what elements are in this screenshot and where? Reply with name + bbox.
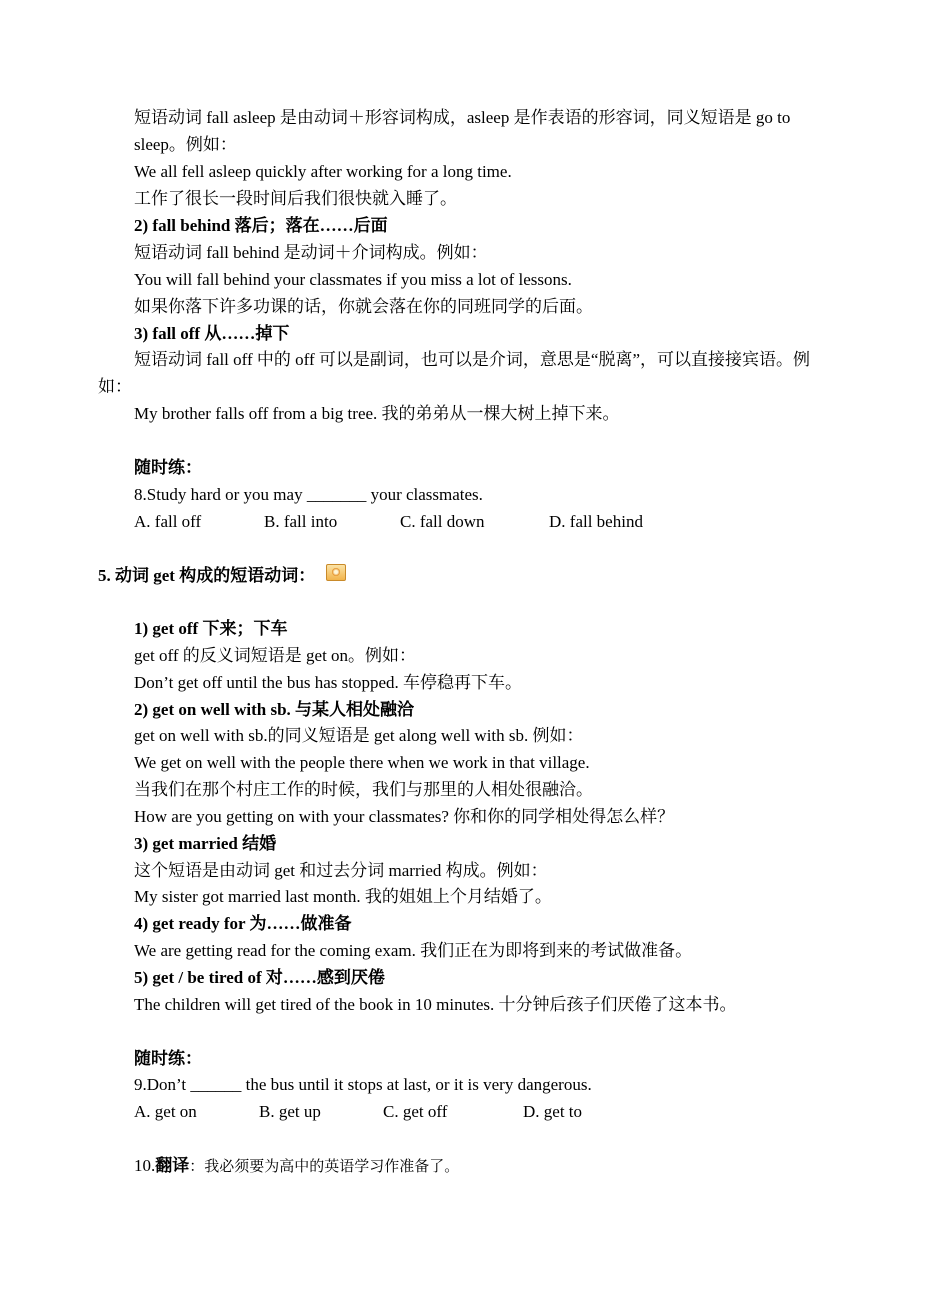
text-line: 如： (98, 377, 132, 396)
text-line: sleep。例如： (134, 135, 237, 154)
practice-heading: 随时练： (134, 1049, 202, 1068)
question-9: 9.Don’t ______ the bus until it stops at last, or it is very dangerous. (134, 1075, 592, 1094)
text-line: You will fall behind your classmates if you miss a lot of lessons. (134, 270, 572, 289)
text-line: 如果你落下许多功课的话，你就会落在你的同班同学的后面。 (134, 297, 593, 316)
text-line: How are you getting on with your classmates? 你和你的同学相处得怎么样？ (134, 807, 675, 826)
text-line: get on well with sb.的同义短语是 get along well with sb. 例如： (134, 726, 584, 745)
text-line: Don’t get off until the bus has stopped. 车停稳再下车。 (134, 673, 522, 692)
text-line: We are getting read for the coming exam. 我们正在为即将到来的考试做准备。 (134, 941, 693, 960)
text-line: The children will get tired of the book in 10 minutes. 十分钟后孩子们厌倦了这本书。 (134, 995, 737, 1014)
q9-option-a: A. get on (134, 1102, 197, 1121)
subheading: 4) get ready for 为……做准备 (134, 914, 352, 933)
text-line: 工作了很长一段时间后我们很快就入睡了。 (134, 189, 457, 208)
question-10-number: 10. (134, 1156, 156, 1175)
text-line: My sister got married last month. 我的姐姐上个月结婚了。 (134, 887, 552, 906)
text-line: My brother falls off from a big tree. 我的弟弟从一棵大树上掉下来。 (134, 404, 620, 423)
text-line: 这个短语是由动词 get 和过去分词 married 构成。例如： (134, 861, 548, 880)
subheading: 3) fall off 从……掉下 (134, 324, 290, 343)
question-8: 8.Study hard or you may _______ your classmates. (134, 485, 483, 504)
text-line: get off 的反义词短语是 get on。例如： (134, 646, 417, 665)
text-line: We get on well with the people there when we work in that village. (134, 753, 590, 772)
section-heading: 5. 动词 get 构成的短语动词： (98, 566, 316, 585)
question-10-text: ：我必须要为高中的英语学习作准备了。 (189, 1159, 460, 1175)
practice-heading: 随时练： (134, 458, 202, 477)
subheading: 2) get on well with sb. 与某人相处融洽 (134, 700, 415, 719)
text-line: 当我们在那个村庄工作的时候，我们与那里的人相处很融洽。 (134, 780, 593, 799)
text-line: 短语动词 fall off 中的 off 可以是副词，也可以是介词，意思是“脱离”，可以直接接宾语。例 (134, 350, 811, 369)
subheading: 1) get off 下来；下车 (134, 619, 288, 638)
text-line: 短语动词 fall asleep 是由动词＋形容词构成，asleep 是作表语的形容词，同义短语是 go to (134, 108, 791, 127)
q8-option-a: A. fall off (134, 512, 202, 531)
subheading: 5) get / be tired of 对……感到厌倦 (134, 968, 385, 987)
text-line: 短语动词 fall behind 是动词＋介词构成。例如： (134, 243, 488, 262)
q9-option-b: B. get up (259, 1102, 321, 1121)
q9-option-c: C. get off (383, 1102, 448, 1121)
q8-option-b: B. fall into (264, 512, 338, 531)
question-10 (134, 1156, 459, 1177)
note-icon[interactable] (326, 564, 346, 581)
subheading: 3) get married 结婚 (134, 834, 277, 853)
subheading: 2) fall behind 落后；落在……后面 (134, 216, 388, 235)
q8-option-d: D. fall behind (549, 512, 643, 531)
text-line: We all fell asleep quickly after working for a long time. (134, 162, 512, 181)
question-10-label: 翻译 (155, 1156, 190, 1175)
q8-option-c: C. fall down (400, 512, 485, 531)
q9-option-d: D. get to (523, 1102, 583, 1121)
